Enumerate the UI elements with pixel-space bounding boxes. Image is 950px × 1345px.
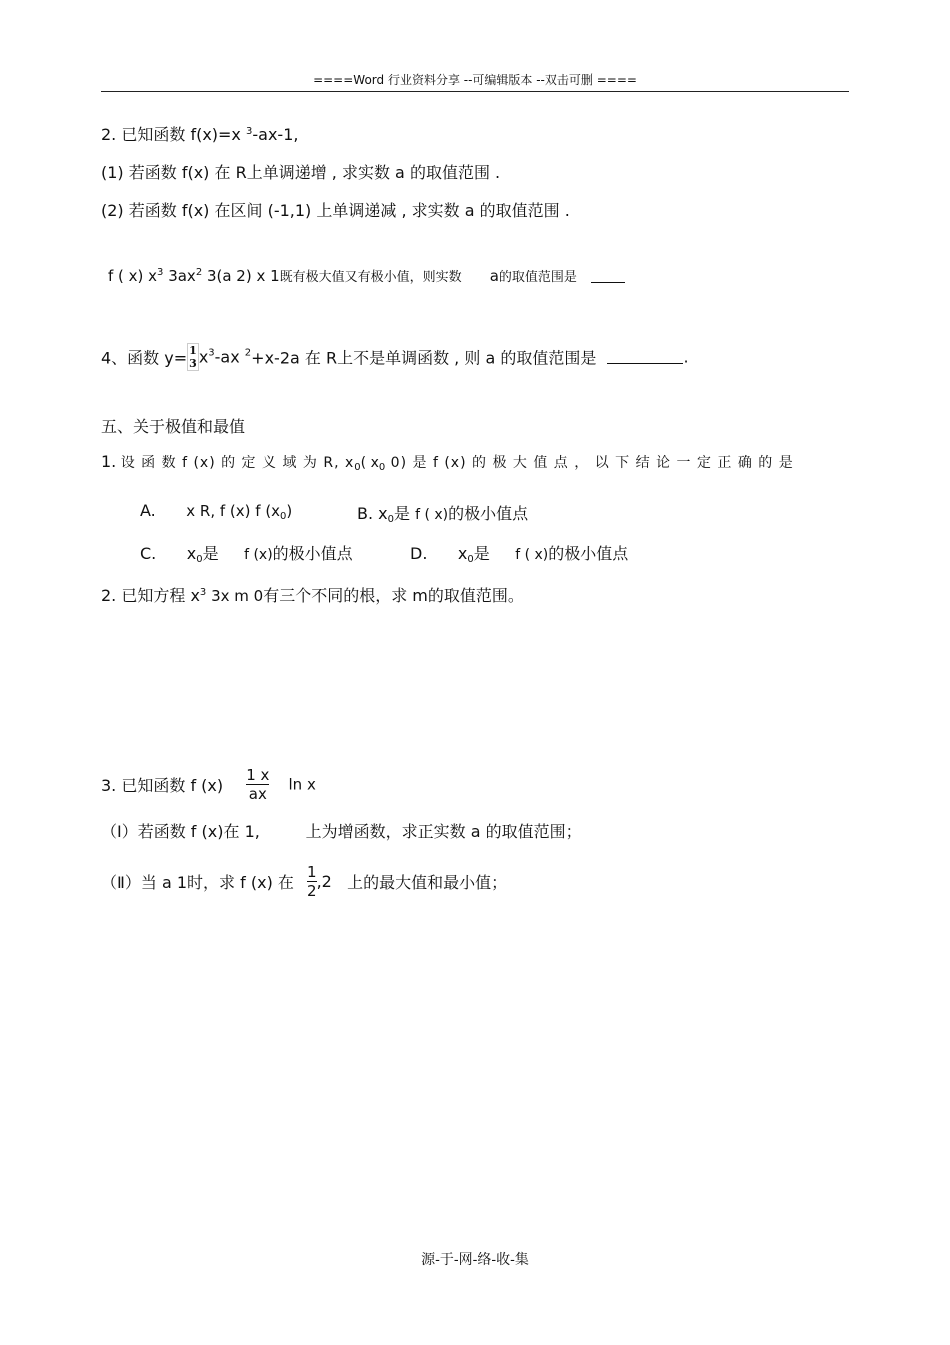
s1-opt-d-label: D. — [410, 544, 428, 563]
q3-f: 的取值范围是 — [498, 270, 577, 285]
s3-part1-a: （Ⅰ）若函数 f (x) — [101, 822, 224, 841]
s1-opt-b-label: B — [357, 504, 368, 523]
s1-opt-a-text-a: x R, f (x) f (x — [186, 502, 281, 520]
s1-opt-b-text-d: 的极小值点 — [448, 504, 529, 523]
s2-b: 3x m 0 — [206, 587, 264, 605]
s1-opt-d-text-b: 是 — [473, 544, 490, 563]
page-header: ====Word 行业资料分享 --可编辑版本 --双击可删 ==== — [313, 73, 637, 87]
s1-b: 设 函 数 f (x) 的 定 义 域 为 R, x — [120, 455, 355, 471]
s2-c: 有三个不同的根，求 m的取值范围。 — [263, 586, 524, 605]
q2-stem-b: -ax-1, — [252, 125, 299, 144]
s1-opt-c-label: C. — [140, 544, 157, 563]
s1-opt-b-text-b: 是 — [394, 504, 411, 523]
s3-part1 — [101, 819, 582, 842]
s3-frac-num: 1 x — [246, 766, 270, 784]
q4-a: 4、函数 y= — [101, 348, 188, 368]
q3-answer-blank — [591, 268, 625, 283]
q3-d: 既有极大值又有极小值，则实数 — [279, 270, 462, 285]
s1-opt-b-text-c: f ( x) — [415, 507, 449, 523]
s1-opt-d-text-a: x — [457, 544, 468, 563]
q4-e: . — [683, 347, 689, 367]
s1-opt-d-sub: 0 — [467, 554, 474, 565]
s3-b: ln x — [288, 775, 316, 794]
s1-opt-a-text-b: ) — [286, 502, 293, 520]
q4-d: +x-2a 在 R上不是单调函数 , 则 a 的取值范围是 — [251, 348, 597, 368]
s3-part2-fraction — [307, 863, 317, 900]
s1-opt-d-text-d: 的极小值点 — [548, 544, 629, 563]
q2-part2: (2) 若函数 f(x) 在区间 (-1,1) 上单调递减 , 求实数 a 的取值范围 . — [101, 201, 570, 220]
s2-line — [101, 583, 524, 606]
s1-a: 1. — [101, 452, 117, 471]
s1-d: 0) 是 f (x) 的 极 大 值 点 ， 以 下 结 论 一 定 正 确 的 是 — [385, 455, 794, 471]
s3-frac-den: ax — [248, 785, 267, 803]
q2-stem-sup: 3 — [246, 126, 253, 137]
s3-part2-e: 上的最大值和最小值； — [347, 873, 508, 892]
s1-sub1: 0 — [354, 462, 361, 473]
q4-sup2: 2 — [244, 347, 252, 359]
s1-opt-a-sub: 0 — [280, 511, 287, 522]
s1-opt-c-text-b: 是 — [202, 544, 219, 563]
s1-opt-c-text-d: 的极小值点 — [272, 544, 353, 563]
s3-fraction — [246, 766, 269, 803]
s3-part2-d: ,2 — [316, 872, 332, 891]
s3-line — [101, 766, 316, 803]
s1-opt-d-text-c: f ( x) — [515, 547, 549, 563]
s1-opt-c-text-a: x — [186, 544, 197, 563]
s3-part1-b: 在 1, — [223, 822, 260, 841]
s3-part2-a: （Ⅱ）当 a 1 — [101, 873, 188, 892]
q3-b: 3ax — [163, 267, 196, 285]
q4-b: x — [198, 347, 209, 367]
s1-option-a — [140, 501, 292, 522]
s3-part2 — [101, 863, 507, 900]
q4-fraction — [187, 343, 199, 371]
s2-sup: 3 — [199, 587, 207, 598]
q2-stem-a: 2. 已知函数 f(x)=x — [101, 125, 246, 144]
s1-option-b — [357, 501, 528, 525]
q4-frac-den: 3 — [189, 357, 197, 370]
s1-option-c — [140, 541, 353, 565]
s1-opt-b-text-a: . x — [367, 504, 388, 523]
q3-e: a — [489, 267, 499, 285]
s1-c: ( x — [360, 455, 379, 471]
q3-line — [108, 266, 625, 285]
q2-stem — [101, 122, 298, 145]
q4-answer-blank — [607, 349, 683, 364]
q3-sup1: 3 — [157, 267, 164, 278]
q2-part1: (1) 若函数 f(x) 在 R上单调递增 , 求实数 a 的取值范围 . — [101, 163, 501, 182]
s3-part2-b: 时，求 f (x) — [187, 873, 273, 892]
s3-part2-frac-den: 2 — [307, 882, 317, 900]
s3-part2-c: 在 — [277, 873, 294, 892]
s1-opt-c-text-c: f (x) — [244, 547, 273, 563]
s1-sub2: 0 — [378, 462, 386, 473]
q4-frac-num: 1 — [189, 344, 197, 357]
section5-title: 五、关于极值和最值 — [101, 417, 246, 436]
q3-sup2: 2 — [195, 267, 203, 278]
s2-a: 2. 已知方程 x — [101, 586, 200, 605]
q4-c: -ax — [214, 347, 245, 367]
s1-stem — [101, 452, 794, 473]
s3-part2-frac-num: 1 — [307, 863, 317, 881]
header-rule — [101, 91, 849, 92]
q3-a: f ( x) x — [108, 267, 158, 285]
s3-a: 3. 已知函数 f (x) — [101, 776, 224, 795]
s1-opt-a-label: A. — [140, 501, 156, 520]
s1-option-d — [410, 541, 628, 565]
s1-opt-c-sub: 0 — [196, 554, 203, 565]
q3-c: 3(a 2) x 1 — [202, 267, 280, 285]
q4-line — [101, 343, 689, 371]
q4-sup1: 3 — [208, 347, 215, 359]
page-footer: 源-于-网-络-收-集 — [421, 1252, 529, 1268]
s3-part1-c: 上为增函数，求正实数 a 的取值范围； — [305, 822, 582, 841]
s1-opt-b-sub: 0 — [387, 514, 394, 525]
